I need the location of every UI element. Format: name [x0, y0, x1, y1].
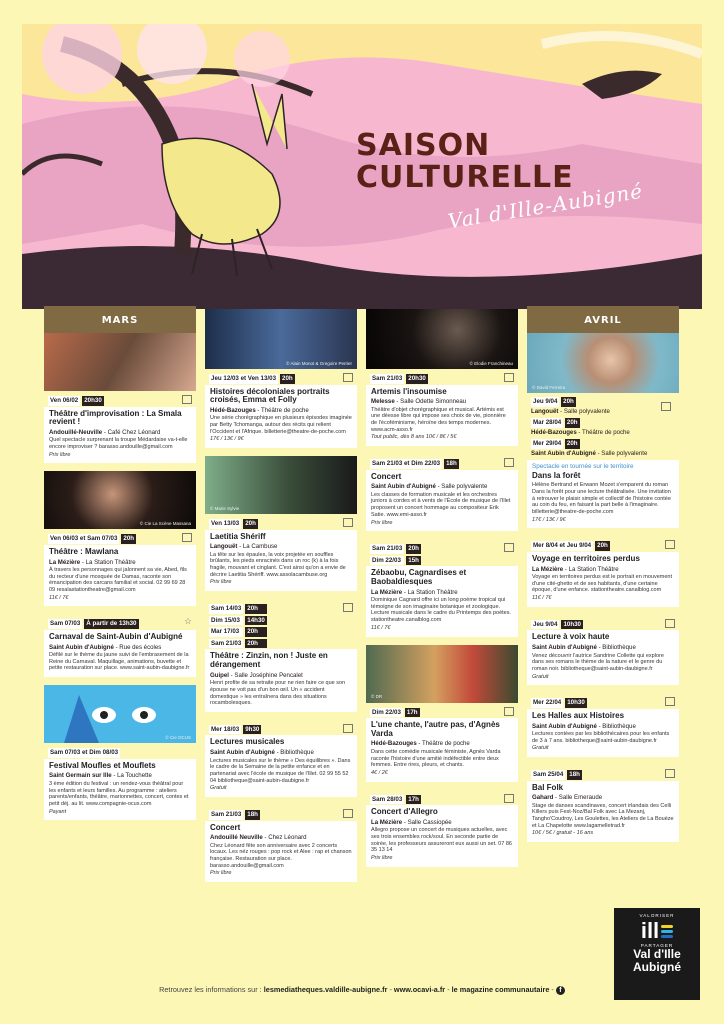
book-icon — [343, 724, 353, 733]
event-venue: La Station Théâtre — [407, 588, 458, 596]
time-chip: 18h — [569, 771, 580, 779]
event-price: Gratuit — [532, 673, 549, 680]
time-chip: 17h — [408, 795, 419, 803]
event-town: La Mézière — [532, 565, 564, 573]
event-price: 17€ / 13€ / 9€ — [210, 436, 244, 443]
film-icon — [504, 707, 514, 716]
event-town: Hédé-Bazouges — [210, 406, 256, 414]
event-venue: Rue des écoles — [119, 643, 162, 651]
event-card[interactable]: Sam 28/03 17h Concert d'Allegro La Mézière - Salle Cassiopée Allegro propose un concert de musiques actuelles, avec ses trois ensembles rock/soul. En seconde partie de soirée, les professeurs assureront eux aussi un set. 07 86 35 13 14 Prix libre — [366, 790, 518, 867]
time-chip: À partir de 13h30 — [86, 620, 137, 628]
music-icon — [343, 518, 353, 527]
event-venue: Bibliothèque — [602, 644, 636, 652]
event-title: Bal Folk — [532, 782, 564, 792]
month-label: MARS — [101, 315, 139, 326]
event-card[interactable]: Sam 21/03 18h Concert Andouillé Neuville - Chez Léonard Chez Léonard fête son anniversaire avec 2 concerts locaux. Les néz rouges : pop rock et Alee : rap et chanson française. Restauration sur place. barasso.andouille@gmail.com Prix libre — [205, 805, 357, 882]
theatre-icon — [665, 540, 675, 549]
time-chip: 20h30 — [408, 375, 426, 382]
event-title: Lectures musicales — [210, 737, 285, 747]
event-title: Artemis l'insoumise — [371, 386, 447, 396]
event-card[interactable]: Mer 18/03 9h30 Lectures musicales Saint Aubin d'Aubigné - Bibliothèque Lectures musicales sur le thème « Des équilibres ». Dans le cadre de la Semaine de la petite enfance et en partenariat avec l'école de musique de l'Illet. 02 99 55 52 04 bibliotheque@saint-aubin-daubigne.fr Gratuit — [205, 720, 357, 797]
music-icon — [504, 794, 514, 803]
event-venue: Salle polyvalente — [441, 483, 488, 491]
date-chip: Sam 21/03 — [211, 811, 242, 819]
event-venue: La Station Théâtre — [568, 565, 619, 573]
photo-credit: © Alain Monot & Gregoire Perrier — [286, 360, 352, 366]
event-title: Théâtre : Mawlana — [49, 546, 119, 556]
event-photo — [527, 333, 679, 393]
event-description: Henri profite de sa retraite pour ne rien faire ce que son épouse ne voit pas d'un bon œil. Un « accident domestique » les entraînera dans des situations rocambolesques. — [210, 680, 346, 707]
date-chip: Dim 15/03 — [209, 616, 243, 626]
music-icon — [343, 809, 353, 818]
time-chip: 20h — [245, 604, 267, 614]
time-chip: 20h — [245, 520, 256, 528]
theatre-icon — [661, 402, 671, 411]
event-card[interactable]: Ven 06/02 20h30 Théâtre d'improvisation : La Smala revient ! Andouillé-Neuville - Café Chez Léonard Quel spectacle surprenant la troupe Médardaise va-t-elle encore improviser ? barasso.andouille@gmail.com Prix libre — [44, 333, 196, 463]
event-description: Les classes de formation musicale et les orchestres juniors à cordes et à vents de l'École de musique de l'Illet proposent un concert hommage au compositeur Erik Satie. www.emi-asso.fr — [371, 491, 511, 518]
event-card[interactable]: Jeu 9/04 10h30 Lecture à voix haute Saint Aubin d'Aubigné - Bibliothèque Venez découvrir l'autrice Sandrine Collette qui explore dans ses romans le thème de la nature et le genre du roman noir. bibliotheque@saint-aubin-daubigne.fr Gratuit — [527, 615, 679, 685]
time-chip: 20h — [563, 398, 574, 405]
event-description: Stage de danses scandinaves, concert irlandais des Celli Killers puis Fest-Noz/Bal Folk avec La Mezanj, Tangho'Coudroy, Les Goulettes, les Ateliers de La Bouèze et La Chapelotte www.lagamelletrad.fr — [532, 802, 674, 829]
time-chip: 10h30 — [563, 620, 581, 628]
date-chip: Sam 25/04 — [533, 771, 564, 779]
music-icon — [504, 458, 514, 467]
logo-name-2: Aubigné — [633, 959, 681, 974]
event-description: Allegro propose un concert de musiques actuelles, avec ses trois ensembles rock/soul. En seconde partie de soirée, les professeurs assureront eux aussi un set. 07 86 35 13 14 — [371, 827, 512, 854]
event-venue: Salle Odette Simonneau — [400, 398, 467, 406]
time-chip: 20h30 — [84, 397, 102, 404]
date-chip: Ven 13/03 — [211, 520, 240, 528]
event-card[interactable]: © Cie OCUS Sam 07/03 et Dim 08/03 Festival Moufles et Mouflets Saint Germain sur Ille - La Touchette 3 ème édition du festival : un rendez-vous théâtral pour les enfants et leurs familles. Au programme : ateliers parents/enfants, théâtre, marionnettes, concert, contes et petit déj. au lit. www.compagnie-ocus.com Payant — [44, 685, 196, 820]
date-chip: Jeu 9/04 — [533, 620, 558, 628]
event-title: Voyage en territoires perdus — [532, 554, 640, 564]
date-chip: Dim 22/03 — [370, 556, 404, 566]
title-line-3: Val d'Ille-Aubigné — [446, 178, 645, 234]
event-photo — [44, 471, 196, 529]
event-card[interactable]: Sam 21/03 et Dim 22/03 18h Concert Saint Aubin d'Aubigné - Salle polyvalente Les classes de formation musicale et les orchestres juniors à cordes et à vents de l'École de musique de l'Illet proposent un concert hommage au compositeur Erik Satie. www.emi-asso.fr Prix libre — [366, 454, 518, 531]
time-chip: 9h30 — [245, 725, 260, 733]
event-venue: La Station Théâtre — [85, 558, 136, 566]
event-town: Saint Aubin d'Aubigné — [49, 643, 114, 651]
time-chip: 20h — [566, 439, 578, 447]
event-card[interactable]: © Cie La Scène Massana Ven 06/03 et Sam 07/03 20h Théâtre : Mawlana La Mézière - La Station Théâtre À travers les personnages qui jalonnent sa vie, Abed, fils du recteur d'une mosquée de Damas, raconte son émancipation des carcans familial et social. 02 99 69 28 09 resalastationtheatre@gmail.com 11€ / 7€ — [44, 471, 196, 606]
event-card[interactable]: © DR Dim 22/03 17h L'une chante, l'autre pas, d'Agnès Varda Hédé-Bazouges - Théâtre de poche Dans cette comédie musicale féministe, Agnès Varda raconte l'histoire d'une amitié indéfectible entre deux femmes. Entre rires, pleurs, et chants. 4€ / 2€ — [366, 645, 518, 782]
event-price: Prix libre — [210, 870, 232, 877]
book-icon — [665, 619, 675, 628]
event-title: Concert d'Allegro — [371, 807, 438, 817]
date-chip: Sam 07/03 et Dim 08/03 — [50, 749, 119, 757]
footer-separator: - — [447, 985, 450, 994]
logo-tagline-bottom: PARTAGER — [640, 943, 674, 948]
event-title: Les Halles aux Histoires — [532, 710, 625, 720]
event-town: Langouët — [210, 543, 238, 551]
title-line-1: SAISON — [356, 128, 491, 163]
event-card[interactable]: Sam 14/03 20h Dim 15/03 14h30 Mar 17/03 20h Sam 21/03 20h Théâtre : Zinzin, non ! Juste en dérangement Guipel - Salle Joséphine Pencalet Henri profite de sa retraite pour ne rien faire ce que son épouse ne voit pas d'un bon œil. Un « accident domestique » les entraînera dans des situations rocambolesques. — [205, 599, 357, 712]
event-description: À travers les personnages qui jalonnent sa vie, Abed, fils du recteur d'une mosquée de Damas, raconte son émancipation des carcans familial et social. 02 99 69 28 09 resalastationtheatre@gmail.com — [49, 566, 187, 594]
event-venue: La Touchette — [117, 772, 152, 780]
event-venue: Salle polyvalente — [601, 449, 648, 457]
column-2 — [205, 309, 357, 890]
event-card[interactable]: Mer 8/04 et Jeu 9/04 20h Voyage en territoires perdus La Mézière - La Station Théâtre Voyage en territoires perdus est le portrait en mouvement d'une cité-ghetto et de ses habitants, d'une certaine époque, d'une enfance. stationtheatre.canalblog.com 11€ / 7€ — [527, 536, 679, 606]
event-town: Melesse — [371, 398, 395, 406]
event-title: Théâtre d'improvisation : La Smala revient ! — [49, 408, 182, 427]
event-card[interactable]: © Elodie Franchineau Sam 21/03 20h30 Artemis l'insoumise Melesse - Salle Odette Simonneau Théâtre d'objet chorégraphique et musical. Artémis est une déesse libre qui impose ses choix de vie, pionnière de l'écoféminisme, héroïne des temps modernes. www.acm-asso.fr Tout public, dès 8 ans 10€ / 8€ / 5€ — [366, 309, 518, 446]
event-town: La Mézière — [371, 818, 403, 826]
event-price: 17€ / 13€ / 9€ — [532, 516, 566, 523]
photo-credit: © Cie La Scène Massana — [139, 520, 191, 526]
event-town: Hédé-Bazouges — [371, 740, 417, 748]
date-chip: Sam 21/03 — [372, 375, 403, 382]
event-card[interactable]: © Alain Monot & Gregoire Perrier Jeu 12/03 et Ven 13/03 20h Histoires décoloniales portraits croisés, Emma et Folly Hédé-Bazouges - Théâtre de poche Une série chorégraphique en plusieurs épisodes imaginée par Betty Tchomanga, autour des récits qui relient l'Occident et l'Afrique. billetterie@theatre-de-poche.com 17€ / 13€ / 9€ — [205, 309, 357, 448]
time-chip: 18h — [446, 460, 457, 468]
event-description: Hélène Bertrand et Erwann Mozet s'emparent du roman Dans la forêt pour une lecture théâtralisée. Une invitation à retrouver le plaisir simple et collectif de l'histoire contée au coin du feu, en faisant la part belle à l'imaginaire. billetterie@theatre-de-poche.com — [532, 482, 671, 516]
time-chip: 14h30 — [247, 616, 265, 624]
event-town: Andouillé-Neuville — [49, 428, 103, 436]
event-venue: Salle Emeraude — [558, 794, 603, 802]
date-chip: Mer 22/04 — [533, 699, 562, 707]
date-chip: Mar 28/04 — [533, 418, 562, 426]
event-title: Théâtre : Zinzin, non ! Juste en dérangement — [210, 651, 328, 670]
theatre-icon — [343, 373, 353, 382]
date-chip: Jeu 9/04 — [533, 398, 558, 405]
event-town: Langouët — [531, 407, 559, 415]
event-price: 11€ / 7€ — [49, 594, 69, 601]
event-description: Une série chorégraphique en plusieurs épisodes imaginée par Betty Tchomanga, autour des récits qui relient l'Occident et l'Afrique. billetterie@theatre-de-poche.com — [210, 415, 352, 435]
event-card[interactable]: © Marie Sylvie Ven 13/03 20h Laetitia Shériff Langouët - La Cambuse La tête sur les épaules, la voix projetée en souffles brûlants, les pieds enracinés dans un roc (k) à la fois fragile, mouvant et cinglant. C'est ainsi qu'on a envie de décrire Laetitia Shériff. www.assolacambuse.org Prix libre — [205, 456, 357, 591]
event-photo — [366, 645, 518, 703]
event-price: Tout public, dès 8 ans 10€ / 8€ / 5€ — [371, 434, 457, 441]
event-description: Quel spectacle surprenant la troupe Médardaise va-t-elle encore improviser ? barasso.andouille@gmail.com — [49, 437, 188, 450]
time-chip: 20h — [282, 375, 293, 382]
date-chip: Mar 17/03 — [209, 627, 243, 637]
event-town: La Mézière — [49, 558, 81, 566]
event-price: Gratuit — [210, 785, 227, 792]
event-photo — [44, 333, 196, 391]
event-town: Saint Aubin d'Aubigné — [532, 722, 597, 730]
event-venue: Salle Cassiopée — [407, 818, 452, 826]
title-line-2: CULTURELLE — [356, 160, 574, 195]
column-1 — [44, 333, 196, 828]
event-town: Saint Aubin d'Aubigné — [371, 483, 436, 491]
event-photo — [366, 309, 518, 369]
event-title: L'une chante, l'autre pas, d'Agnès Varda — [371, 720, 500, 738]
time-chip: 20h — [566, 418, 578, 426]
hero-illustration — [22, 24, 702, 309]
photo-credit: © Elodie Franchineau — [469, 360, 513, 366]
event-price: Prix libre — [210, 579, 232, 586]
date-chip: Sam 21/03 — [372, 545, 403, 553]
column-3 — [366, 309, 518, 875]
date-chip: Mer 29/04 — [533, 439, 562, 447]
event-description: Théâtre d'objet chorégraphique et musical. Artémis est une déesse libre qui impose ses choix de vie, pionnière de l'écoféminisme, héroïne des temps modernes. www.acm-asso.fr — [371, 406, 506, 433]
event-venue: La Cambuse — [242, 543, 278, 551]
footer-separator: - — [551, 985, 554, 994]
event-town: La Mézière — [371, 588, 403, 596]
event-photo — [205, 456, 357, 514]
photo-credit: © David Ferreira — [532, 384, 566, 390]
book-icon — [504, 543, 514, 552]
time-chip: 10h30 — [567, 699, 585, 707]
event-price: 11€ / 7€ — [371, 624, 391, 631]
month-label: AVRIL — [584, 315, 622, 326]
event-description: Dans cette comédie musicale féministe, Agnès Varda raconte l'histoire d'une amitié indéfectible entre deux femmes. Entre rires, pleurs, et chants. — [371, 748, 501, 769]
logo-letters: ill — [640, 918, 660, 943]
event-title: Festival Moufles et Mouflets — [49, 760, 156, 770]
event-town: Saint Aubin d'Aubigné — [531, 449, 596, 457]
date-chip: Mer 18/03 — [211, 725, 240, 733]
date-chip: Sam 07/03 — [50, 620, 81, 628]
event-description: Chez Léonard fête son anniversaire avec 2 concerts locaux. Les néz rouges : pop rock et Alee : rap et chanson française. Restauration sur place. barasso.andouille@gmail.com — [210, 842, 352, 869]
event-card[interactable]: Sam 07/03 À partir de 13h30 ☆ Carnaval de Saint-Aubin d'Aubigné Saint Aubin d'Aubigné - Rue des écoles Défilé sur le thème du jaune suivi de l'embrasement de la Reine du Carnaval. Maquillage, animations, buvette et petite restauration sur place. www.saint-aubin-daubigne.fr — [44, 614, 196, 677]
date-chip: Ven 06/02 — [50, 397, 79, 404]
event-town: Gahard — [532, 794, 554, 802]
event-title: Laetitia Shériff — [210, 531, 266, 541]
event-venue: Bibliothèque — [602, 722, 636, 730]
event-title: Zébaobu, Cagnardises et Baobaldiesques — [371, 568, 467, 586]
time-chip: 20h — [597, 542, 608, 550]
event-description: Dominique Cagnard offre ici un long poème tropical qui témoigne de son imaginaire botanique et zoologique. Lecture musicale dans le cadre du Printemps des poètes. stationtheatre.canalblog.com — [371, 597, 512, 624]
date-chip: Sam 28/03 — [372, 795, 403, 803]
time-chip: 20h — [245, 639, 267, 649]
event-venue: Théâtre de poche — [582, 428, 630, 436]
event-card[interactable]: Mer 22/04 10h30 Les Halles aux Histoires Saint Aubin d'Aubigné - Bibliothèque Lectures contées par les bibliothécaires pour les enfants de 3 à 7 ans. bibliotheque@saint-aubin-daubigne.fr Gratuit — [527, 693, 679, 757]
logo-tagline-top: VALORISER — [639, 913, 675, 918]
time-chip: 15h — [408, 556, 419, 564]
column-4 — [527, 333, 679, 850]
event-description: Voyage en territoires perdus est le portrait en mouvement d'une cité-ghetto et de ses habitants, d'une certaine époque, d'une enfance. stationtheatre.canalblog.com — [532, 574, 673, 594]
month-header-avril — [527, 306, 679, 336]
event-description: Lectures musicales sur le thème « Des équilibres ». Dans le cadre de la Semaine de la petite enfance et en partenariat avec l'école de musique de l'Illet. 02 99 55 52 04 bibliotheque@saint-aubin-daubigne.fr — [210, 757, 351, 784]
event-description: La tête sur les épaules, la voix projetée en souffles brûlants, les pieds enracinés dans un roc (k) à la fois fragile, mouvant et cinglant. C'est ainsi qu'on a envie de décrire Laetitia Shériff. www.assolacambuse.org — [210, 551, 346, 578]
photo-credit: © DR — [371, 694, 383, 700]
event-venue: Café Chez Léonard — [107, 428, 161, 436]
event-venue: Théâtre de poche — [422, 740, 470, 748]
event-title: Lecture à voix haute — [532, 632, 610, 642]
time-chip: 18h — [247, 811, 258, 819]
event-price: Gratuit — [532, 745, 549, 752]
logo-waves-icon — [661, 923, 673, 940]
event-card[interactable]: Sam 21/03 20h Dim 22/03 15h Zébaobu, Cagnardises et Baobaldiesques La Mézière - La Station Théâtre Dominique Cagnard offre ici un long poème tropical qui témoigne de son imaginaire botanique et zoologique. Lecture musicale dans le cadre du Printemps des poètes. stationtheatre.canalblog.com 11€ / 7€ — [366, 539, 518, 636]
event-town: Saint Germain sur Ille — [49, 772, 112, 780]
month-header-mars — [44, 306, 196, 336]
event-description: Venez découvrir l'autrice Sandrine Collette qui explore dans ses romans le thème de la nature et le genre du roman noir. bibliotheque@saint-aubin-daubigne.fr — [532, 652, 664, 672]
event-town: Hédé-Bazouges — [531, 428, 577, 436]
event-venue: Chez Léonard — [268, 834, 307, 842]
event-venue: Salle polyvalente — [563, 407, 610, 415]
event-price: Prix libre — [371, 855, 393, 862]
event-title: Carnaval de Saint-Aubin d'Aubigné — [49, 632, 183, 642]
date-chip: Ven 06/03 et Sam 07/03 — [50, 535, 118, 543]
event-town: Saint Aubin d'Aubigné — [210, 749, 275, 757]
event-title: Concert — [210, 822, 241, 832]
date-chip: Sam 21/03 — [211, 639, 242, 647]
date-chip: Dim 22/03 — [372, 708, 401, 716]
event-photo — [44, 685, 196, 743]
theatre-icon — [182, 395, 192, 404]
event-price: 10€ / 5€ / gratuit - 16 ans — [532, 830, 594, 837]
facebook-icon[interactable]: f — [556, 986, 565, 995]
event-description: 3 ème édition du festival : un rendez-vous théâtral pour les enfants et leurs familles. Au programme : ateliers parents/enfants, théâtre, marionnettes, concert, contes et petit déj. au lit. www.compagnie-ocus.com — [49, 780, 189, 807]
event-title: Histoires décoloniales portraits croisés, Emma et Folly — [210, 386, 330, 405]
photo-credit: © Marie Sylvie — [210, 505, 240, 511]
date-chip: Sam 14/03 — [211, 605, 242, 613]
event-venue: Salle Joséphine Pencalet — [234, 671, 303, 679]
music-icon — [665, 769, 675, 778]
time-chip: 17h — [406, 708, 418, 716]
logo-name-1: Val d'Ille — [633, 947, 681, 961]
photo-credit: © Cie OCUS — [165, 734, 191, 740]
footer — [22, 985, 702, 995]
event-photo — [205, 309, 357, 369]
theatre-icon — [343, 603, 353, 612]
event-town: Guipel — [210, 671, 229, 679]
event-card[interactable]: Sam 25/04 18h Bal Folk Gahard - Salle Emeraude Stage de danses scandinaves, concert irlandais des Celli Killers puis Fest-Noz/Bal Folk avec La Mezanj, Tangho'Coudroy, Les Goulettes, les Ateliers de La Bouèze et La Chapelotte www.lagamelletrad.fr 10€ / 5€ / gratuit - 16 ans — [527, 765, 679, 842]
event-venue: Théâtre de poche — [261, 406, 309, 414]
event-price: Prix libre — [371, 519, 393, 526]
theatre-icon — [504, 373, 514, 382]
footer-prefix: Retrouvez les informations sur : — [159, 985, 262, 994]
star-icon: ☆ — [184, 616, 193, 627]
footer-link-magazine[interactable]: le magazine communautaire — [451, 985, 550, 994]
event-description: Lectures contées par les bibliothécaires pour les enfants de 3 à 7 ans. bibliotheque@saint-aubin-daubigne.fr — [532, 730, 670, 744]
event-town: Saint Aubin d'Aubigné — [532, 644, 597, 652]
book-icon — [665, 697, 675, 706]
date-chip: Jeu 12/03 et Ven 13/03 — [211, 375, 277, 382]
theatre-icon — [182, 533, 192, 542]
event-price: Prix libre — [49, 451, 71, 458]
date-chip: Mer 8/04 et Jeu 9/04 — [533, 542, 592, 550]
time-chip: 20h — [123, 535, 135, 543]
event-subtitle: Spectacle en tournée sur le territoire — [532, 462, 634, 470]
footer-separator: - — [389, 985, 392, 994]
event-title: Dans la forêt — [532, 470, 581, 480]
event-description: Défilé sur le thème du jaune suivi de l'embrasement de la Reine du Carnaval. Maquillage, animations, buvette et petite restauration sur place. www.saint-aubin-daubigne.fr — [49, 652, 190, 672]
date-chip: Sam 21/03 et Dim 22/03 — [372, 460, 441, 468]
event-town: Andouillé Neuville — [210, 834, 263, 842]
time-chip: 20h — [408, 545, 419, 553]
event-price: 4€ / 2€ — [371, 769, 388, 776]
time-chip: 20h — [245, 627, 267, 637]
footer-link-ocavia[interactable]: www.ocavi-a.fr — [393, 985, 446, 994]
footer-link-mediatheques[interactable]: lesmediatheques.valdille-aubigne.fr — [263, 985, 388, 994]
event-price: 11€ / 7€ — [532, 595, 552, 602]
event-price: Payant — [49, 808, 67, 815]
event-card[interactable]: © David Ferreira Jeu 9/04 20h Langouët - Salle polyvalente Mar 28/04 20h Hédé-Bazouges - Théâtre de poche Mer 29/04 20h Saint Aubin d'Aubigné - Salle polyvalente Spectacle en tournée sur le territoire Dans la forêt Hélène Bertrand et Erwann Mozet s'emparent du roman Dans la forêt pour une lecture théâtralisée. Une invitation à retrouver le plaisir simple et collectif de l'histoire contée au coin du feu, en faisant la part belle à l'imaginaire. billetterie@theatre-de-poche.com 17€ / 13€ / 9€ — [527, 333, 679, 528]
event-title: Concert — [371, 471, 402, 481]
event-venue: Bibliothèque — [280, 749, 314, 757]
